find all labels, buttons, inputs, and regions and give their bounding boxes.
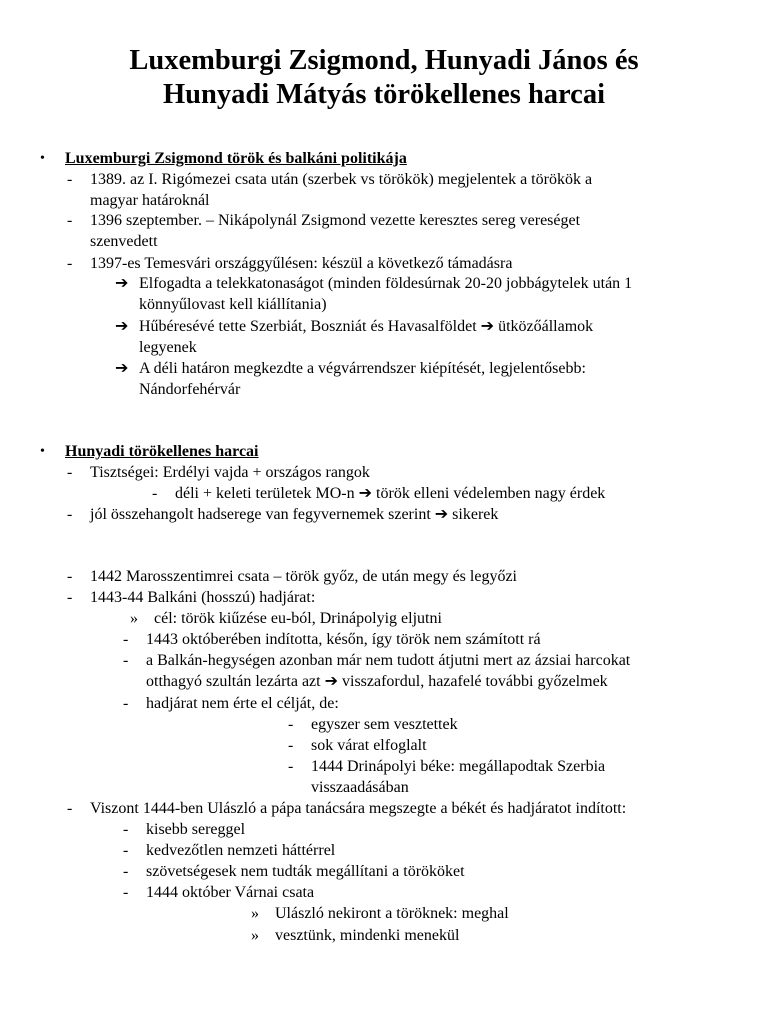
- section1-heading: Luxemburgi Zsigmond török és balkáni politikája: [65, 150, 407, 167]
- arrow-right-icon: ➔: [434, 506, 449, 523]
- dash-icon: -: [288, 737, 294, 754]
- item-text: Hűbéresévé tette Szerbiát, Boszniát és Havasalföldet: [139, 318, 477, 335]
- dash-icon: -: [67, 568, 73, 585]
- item-text: jól összehangolt hadserege van fegyvernemek szerint: [90, 506, 431, 523]
- item-text: egyszer sem vesztettek: [311, 716, 458, 733]
- item-text-row: [175, 483, 605, 504]
- double-chevron-icon: »: [251, 905, 259, 922]
- item-text: 1396 szeptember. – Nikápolynál Zsigmond vezette keresztes sereg vereséget: [90, 212, 581, 229]
- item-text: visszafordul, hazafelé további győzelmek: [342, 673, 608, 690]
- item-text: visszaadásában: [311, 779, 409, 796]
- item-text: Elfogadta a telekkatonaságot (minden földesúrnak 20-20 jobbágytelek után 1: [139, 275, 633, 292]
- item-text: cél: török kiűzése eu-ból, Drinápolyig eljutni: [154, 610, 442, 627]
- item-text: sok várat elfoglalt: [311, 737, 427, 754]
- item-text: Nándorfehérvár: [139, 381, 241, 398]
- item-text: 1397-es Temesvári országgyűlésen: készül a következő támadásra: [90, 255, 513, 272]
- dash-icon: -: [67, 506, 73, 523]
- arrow-right-icon: ➔: [358, 485, 373, 502]
- item-text-row: [139, 316, 593, 337]
- item-text: 1443-44 Balkáni (hosszú) hadjárat:: [90, 589, 316, 606]
- arrow-right-icon: ➔: [324, 673, 338, 690]
- dash-icon: -: [288, 716, 294, 733]
- item-text: Viszont 1444-ben Ulászló a pápa tanácsára megszegte a békét és hadjáratot indított:: [90, 800, 627, 817]
- item-text: szövetségesek nem tudták megállítani a törököket: [146, 863, 465, 880]
- dash-icon: -: [67, 255, 73, 272]
- item-text: ütközőállamok: [498, 318, 594, 335]
- item-text: 1444 október Várnai csata: [146, 884, 315, 901]
- item-text: 1442 Marosszentimrei csata – török győz, de után megy és legyőzi: [90, 568, 517, 585]
- dash-icon: -: [288, 758, 294, 775]
- dash-icon: -: [123, 821, 129, 838]
- dash-icon: -: [152, 485, 158, 502]
- dash-icon: -: [123, 652, 129, 669]
- dash-icon: -: [67, 589, 73, 606]
- dash-icon: -: [67, 800, 73, 817]
- dash-icon: -: [67, 464, 73, 481]
- item-text-row: [90, 504, 498, 525]
- item-text: Ulászló nekiront a töröknek: meghal: [275, 905, 509, 922]
- title-line-1: Luxemburgi Zsigmond, Hunyadi János és: [129, 45, 639, 76]
- dash-icon: -: [123, 631, 129, 648]
- double-chevron-icon: »: [251, 927, 259, 944]
- item-text: vesztünk, mindenki menekül: [275, 927, 460, 944]
- section2-heading: Hunyadi törökellenes harcai: [65, 443, 259, 460]
- item-text: 1389. az I. Rigómezei csata után (szerbek vs törökök) megjelentek a törökök a: [90, 171, 593, 188]
- item-text-row: [146, 671, 608, 692]
- item-text: 1443 októberében indította, későn, így török nem számított rá: [146, 631, 541, 648]
- item-text: sikerek: [452, 506, 499, 523]
- page-title: [60, 44, 708, 112]
- item-text: könnyűlovast kell kiállítania): [139, 296, 327, 313]
- arrow-right-icon: ➔: [115, 360, 129, 377]
- arrow-right-icon: ➔: [480, 318, 495, 335]
- dash-icon: -: [67, 212, 73, 229]
- dash-icon: -: [123, 863, 129, 880]
- arrow-right-icon: ➔: [115, 318, 129, 335]
- item-text: török elleni védelemben nagy érdek: [376, 485, 606, 502]
- dash-icon: -: [123, 884, 129, 901]
- title-line-2: Hunyadi Mátyás törökellenes harcai: [162, 79, 605, 110]
- item-text: otthagyó szultán lezárta azt: [146, 673, 321, 690]
- item-text: magyar határoknál: [90, 192, 210, 209]
- item-text: A déli határon megkezdte a végvárrendszer kiépítését, legjelentősebb:: [139, 360, 586, 377]
- item-text: Tisztségei: Erdélyi vajda + országos rangok: [90, 464, 370, 481]
- item-text: a Balkán-hegységen azonban már nem tudott átjutni mert az ázsiai harcokat: [146, 652, 631, 669]
- dash-icon: -: [123, 842, 129, 859]
- item-text: legyenek: [139, 339, 197, 356]
- item-text: kedvezőtlen nemzeti háttérrel: [146, 842, 336, 859]
- arrow-right-icon: ➔: [115, 275, 129, 292]
- double-chevron-icon: »: [130, 610, 138, 627]
- item-text: szenvedett: [90, 233, 158, 250]
- bullet-icon: •: [40, 151, 45, 166]
- dash-icon: -: [123, 695, 129, 712]
- dash-icon: -: [67, 171, 73, 188]
- item-text: kisebb sereggel: [146, 821, 246, 838]
- item-text: hadjárat nem érte el célját, de:: [146, 695, 339, 712]
- item-text: déli + keleti területek MO-n: [175, 485, 355, 502]
- item-text: 1444 Drinápolyi béke: megállapodtak Szerbia: [311, 758, 606, 775]
- bullet-icon: •: [40, 444, 45, 459]
